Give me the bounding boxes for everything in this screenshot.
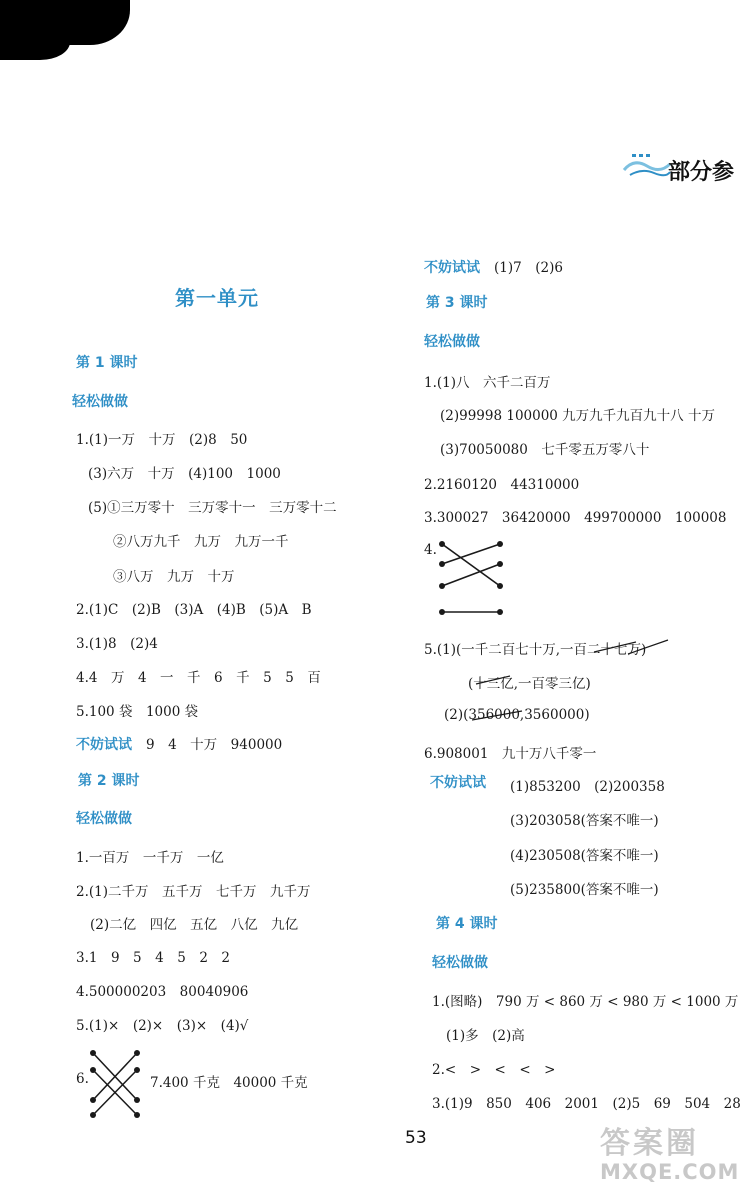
scan-shadow-tail [0, 35, 70, 60]
answer-line: (3)六万 十万 (4)100 1000 [88, 466, 281, 482]
answer-line: 6.908001 九十万八千零一 [424, 746, 597, 762]
answer-line: 3.1 9 5 4 5 2 2 [76, 950, 231, 966]
answer-line: 5.(1)(一千二百七十万,一百二十七万) [424, 642, 647, 658]
answer-line: 3.300027 36420000 499700000 100008 [424, 510, 727, 526]
answer-line: 3.(1)8 (2)4 [76, 636, 158, 652]
answer-line: (1)多 (2)高 [446, 1028, 525, 1044]
answer-line: 2.< > < < > [432, 1062, 556, 1078]
answer-line: 1.一百万 一千万 一亿 [76, 850, 224, 866]
answer-line: 2.(1)二千万 五千万 七千万 九千万 [76, 884, 311, 900]
answer-line: 4. [424, 542, 437, 558]
strike-mark [474, 668, 514, 692]
lesson-2-heading: 第 2 课时 [78, 773, 140, 789]
answer-line: (十三亿,一百零三亿) [468, 676, 591, 692]
try-it-answer: (1)7 (2)6 [494, 260, 563, 276]
try-it-label: 不妨试试 [76, 737, 132, 753]
answer-line: 4.500000203 80040906 [76, 984, 249, 1000]
answer-line: 1.(1)八 六千二百万 [424, 375, 551, 391]
answer-line: 2.(1)C (2)B (3)A (4)B (5)A B [76, 602, 312, 618]
watermark-url: MXQE.COM [600, 1160, 740, 1184]
try-it-label: 不妨试试 [424, 260, 480, 276]
unit-title: 第一单元 [175, 286, 259, 310]
answer-line: (3)70050080 七千零五万零八十 [440, 442, 650, 458]
answer-line: (4)230508(答案不唯一) [510, 848, 659, 864]
header-wave-icon [622, 148, 672, 178]
answer-line: (1)853200 (2)200358 [510, 779, 665, 795]
answer-line: ③八万 九万 十万 [113, 569, 235, 585]
watermark [600, 1118, 750, 1189]
lesson-1-section-heading: 轻松做做 [72, 394, 128, 410]
matching-diagram-lesson2 [88, 1048, 144, 1120]
watermark-title: 答案圈 [600, 1126, 699, 1161]
try-it-label: 不妨试试 [430, 775, 486, 791]
try-it-line [424, 256, 563, 277]
answer-line: 1.(图略) 790 万 < 860 万 < 980 万 < 1000 万 [432, 994, 739, 1010]
try-it-answer: 9 4 十万 940000 [146, 737, 283, 753]
answer-line: ②八万九千 九万 九万一千 [113, 534, 289, 550]
lesson-4-heading: 第 4 课时 [436, 916, 498, 932]
answer-line: (2)99998 100000 九万九千九百九十八 十万 [440, 408, 715, 424]
answer-line: 6. [76, 1071, 89, 1087]
answer-line: (2)(356000,3560000) [444, 707, 590, 723]
answer-line: 3.(1)9 850 406 2001 (2)5 69 504 28 [432, 1096, 741, 1112]
answer-line: (3)203058(答案不唯一) [510, 813, 659, 829]
lesson-2-section-heading: 轻松做做 [76, 811, 132, 827]
lesson-3-heading: 第 3 课时 [426, 295, 488, 311]
answer-line: (2)二亿 四亿 五亿 八亿 九亿 [90, 917, 299, 933]
strike-mark [470, 704, 526, 726]
lesson-4-section-heading: 轻松做做 [432, 955, 488, 971]
answer-line: 7.400 千克 40000 千克 [150, 1075, 308, 1091]
answer-line: 4.4 万 4 一 千 6 千 5 5 百 [76, 670, 321, 686]
lesson-1-heading: 第 1 课时 [76, 355, 138, 371]
lesson-3-section-heading: 轻松做做 [424, 334, 480, 350]
try-it-line [76, 733, 282, 754]
answer-line: 5.(1)× (2)× (3)× (4)√ [76, 1018, 249, 1034]
answer-line: 2.2160120 44310000 [424, 477, 580, 493]
page-number: 53 [405, 1128, 427, 1148]
answer-line: 5.100 袋 1000 袋 [76, 704, 199, 720]
answer-line: (5)①三万零十 三万零十一 三万零十二 [88, 500, 337, 516]
page-header-title: 部分参 [668, 160, 735, 185]
strike-mark [592, 634, 672, 658]
matching-diagram-lesson3 [436, 538, 506, 618]
answer-line: 1.(1)一万 十万 (2)8 50 [76, 432, 248, 448]
answer-line: (5)235800(答案不唯一) [510, 882, 659, 898]
